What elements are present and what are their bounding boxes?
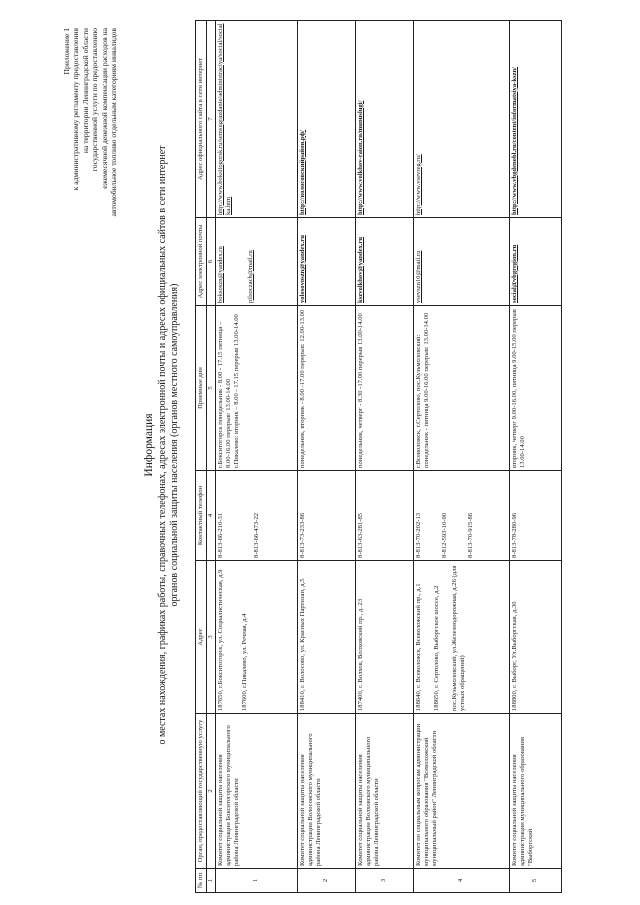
- table-row: [509, 21, 561, 893]
- organ-name: Комитет социальной защиты населения администрации Волховского муниципального района Ленинградской области: [355, 714, 413, 869]
- column-header: Адрес официального сайта в сети интернет: [196, 21, 207, 218]
- appendix-line: государственной услуги по предоставлению: [90, 28, 100, 172]
- table-row: [355, 21, 413, 893]
- schedule-cell: [215, 306, 297, 471]
- column-number: 7: [206, 21, 215, 218]
- email-cell[interactable]: [215, 218, 297, 306]
- address-cell: [413, 561, 509, 714]
- email-link[interactable]: kszvolkhov@yandex.ru: [355, 218, 413, 306]
- appendix-line: автомобильное топливо отдельным категориям инвалидов: [109, 28, 119, 217]
- phone-cell: [215, 471, 297, 561]
- row-number: 3: [355, 869, 413, 893]
- email-link[interactable]: social@vbgregion.ru: [509, 218, 561, 306]
- site-link[interactable]: http://www.volkhov-raion.ru/munuslugi/: [355, 21, 413, 218]
- column-header: Орган, предоставляющий государственную услугу: [196, 714, 207, 869]
- column-header: Приемные дни: [196, 306, 207, 471]
- row-number: 1: [215, 869, 297, 893]
- column-number: 6: [206, 218, 215, 306]
- column-header: № пп: [196, 869, 207, 893]
- phone: 8-813-70-915-86: [466, 512, 474, 558]
- column-number: 1: [206, 869, 215, 893]
- schedule: г.Всеволожск, г.Сертолово, пос.Кузьмоловский: понедельник - пятница 9.00-16.00 перерыв: 13.00-14.00: [413, 306, 509, 471]
- schedule: вторник, четверг 9.00-16.00, пятница 9.00-15.00 перерыв 13.00-14.00: [509, 306, 561, 471]
- table-header-row: [196, 21, 207, 893]
- phone: 8-813-66-473-22: [252, 512, 260, 558]
- appendix-line: Приложение 1: [62, 28, 71, 75]
- appendix-line: к административному регламенту предоставления: [71, 28, 81, 191]
- row-number: 4: [413, 869, 509, 893]
- phone: 8-813-66-210-31: [216, 512, 224, 558]
- phone: 8-813-70-202-13: [414, 512, 422, 558]
- schedule: понедельник, вторник - 8.00 -17.00 перерыв: 12.00-13.00: [297, 306, 355, 471]
- table-row: [297, 21, 355, 893]
- address: 188410, г. Волосово, ул. Красных Партизан, д.5: [297, 561, 355, 714]
- row-number: 5: [509, 869, 561, 893]
- column-number: 5: [206, 306, 215, 471]
- address: пос.Кузьмоловский, ул.Железнодорожная, д.26 (для устных обращений): [450, 565, 466, 711]
- site-link[interactable]: http://www.boksitogorsk.ru/semsugrazdanie/administraciya/social/socialka.htm: [215, 21, 297, 218]
- address-cell: [215, 561, 297, 714]
- column-number: 3: [206, 561, 215, 714]
- organ-name: Комитет социальной защиты населения администрации муниципального образования "Выборгский: [509, 714, 561, 869]
- appendix-line: на территории Ленинградской области: [80, 28, 90, 154]
- site-link[interactable]: http://волосовскийрайон.рф/: [297, 21, 355, 218]
- site-link[interactable]: http://www.vsevreg.ru/: [413, 21, 509, 218]
- table-row: [413, 21, 509, 893]
- organ-name: Комитет социальной защиты населения администрации Волосовского муниципального района Ленинградской области: [297, 714, 355, 869]
- phone: 8-813-63-281-85: [355, 471, 413, 561]
- column-header: Контактный телефон: [196, 471, 207, 561]
- phone: 8-813-78-280-96: [509, 471, 561, 561]
- schedule: г.Бокситогорск понедельник - 8.00 - 17.15 пятница – 8.00-16.00 перерыв: 13.00-14.00: [216, 321, 232, 468]
- site-link[interactable]: http://www.vbgdenobl.ru/content/informatsiya-kszn/: [509, 21, 561, 218]
- email-link[interactable]: vsevszn10@mail.ru: [413, 218, 509, 306]
- phone: 8-812-593-10-90: [440, 512, 448, 558]
- column-header: Адрес: [196, 561, 207, 714]
- column-number: 4: [206, 471, 215, 561]
- organ-name: Комитет по социальным вопросам администрации муниципального образования "Всеволожский муниципальный район" Ленинградской области: [413, 714, 509, 869]
- address: 187400, г. Волхов, Волховский пр., д. 23: [355, 561, 413, 714]
- document-subtitle-2: органов социальной защиты населения (органов местного самоуправления): [169, 283, 181, 607]
- document-title: Информация: [143, 413, 155, 477]
- email-link[interactable]: boksoszn@yandex.ru: [216, 246, 224, 303]
- column-number: 2: [206, 714, 215, 869]
- appendix-line: ежемесячной денежной компенсации расходов на: [99, 28, 109, 189]
- email-link[interactable]: pilsoczach@mail.ru: [246, 250, 254, 303]
- schedule: понедельник, четверг - 8.30 -17.00 перерыв 13.00-14.00: [355, 306, 413, 471]
- column-header: Адрес электронной почты: [196, 218, 207, 306]
- phone-cell: [413, 471, 509, 561]
- table-row: [215, 21, 297, 893]
- address: 188650, г. Сертолово, Выборгское шоссе, д.2: [432, 585, 440, 711]
- address: 187600, г.Пикалево, ул. Речная, д.4: [240, 613, 248, 711]
- email-link[interactable]: volosovoszn@yandex.ru: [297, 218, 355, 306]
- phone: 8-813-73-233-86: [297, 471, 355, 561]
- address: 188800, г. Выборг, Ул.Выборгская, д.30: [509, 561, 561, 714]
- schedule: г.Пикалево: вторник – 8.00 - 17.15 перерыв 13.00-14.00: [232, 314, 240, 468]
- title-block: [143, 95, 182, 795]
- address: 187650, г.Бокситогорск, ул. Социалистическая, д.9: [216, 569, 224, 711]
- appendix-note: [62, 28, 119, 318]
- organ-name: Комитет социальной защиты населения администрации Бокситогорского муниципального района Ленинградской области: [215, 714, 297, 869]
- document-subtitle: о местах нахождения, графиках работы, справочных телефонах, адресах электронной почты и адресах официальных сайтов в сети интернет: [156, 145, 168, 745]
- address: 188640, г. Всеволожск, Всеволожский пр., д.1: [414, 583, 422, 711]
- column-number-row: [206, 21, 215, 893]
- offices-table: [195, 20, 562, 893]
- row-number: 2: [297, 869, 355, 893]
